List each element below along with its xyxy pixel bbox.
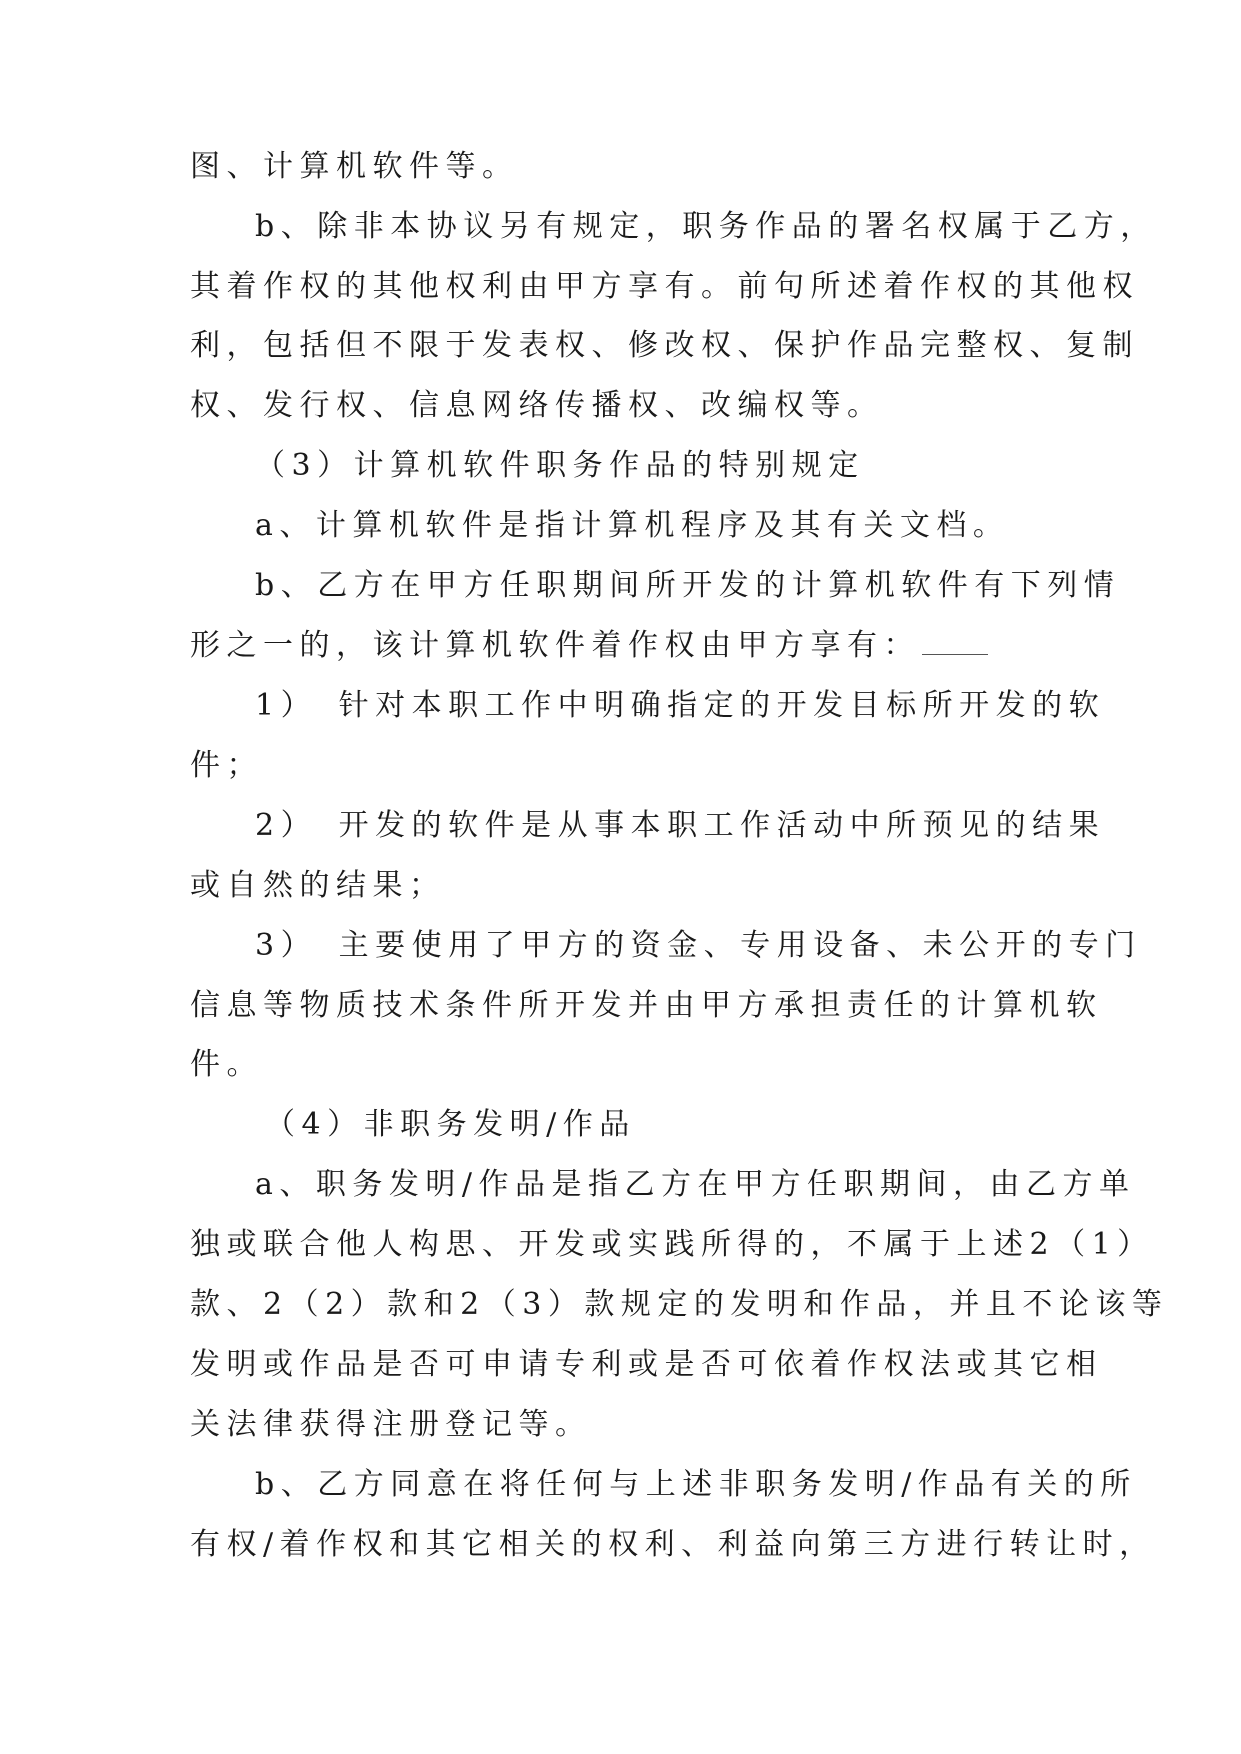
section-heading: （4）非职务发明/作品 <box>265 1107 636 1142</box>
text-line: 有权/着作权和其它相关的权利、利益向第三方进行转让时， <box>190 1527 1156 1562</box>
text-line: 权、发行权、信息网络传播权、改编权等。 <box>190 388 884 423</box>
text-line: b、除非本协议另有规定，职务作品的署名权属于乙方， <box>255 209 1157 244</box>
text-line: 件； <box>190 748 263 783</box>
fill-in-blank <box>922 632 988 655</box>
list-item: 1） 针对本职工作中明确指定的开发目标所开发的软 <box>255 688 1106 723</box>
text-line: a、职务发明/作品是指乙方在甲方任职期间，由乙方单 <box>255 1167 1136 1202</box>
text-line: 关法律获得注册登记等。 <box>190 1407 592 1442</box>
text-line-with-blank <box>190 626 988 666</box>
text-line: b、乙方同意在将任何与上述非职务发明/作品有关的所 <box>255 1467 1137 1502</box>
text-line: 或自然的结果； <box>190 868 446 903</box>
text-line: 发明或作品是否可申请专利或是否可依着作权法或其它相 <box>190 1347 1103 1382</box>
text-line: 其着作权的其他权利由甲方享有。前句所述着作权的其他权 <box>190 269 1139 304</box>
section-heading: （3）计算机软件职务作品的特别规定 <box>255 448 865 483</box>
text-line: 图、计算机软件等。 <box>190 149 519 184</box>
text-line: b、乙方在甲方任职期间所开发的计算机软件有下列情 <box>255 568 1121 603</box>
text-line: 利，包括但不限于发表权、修改权、保护作品完整权、复制 <box>190 328 1139 363</box>
text-line: 信息等物质技术条件所开发并由甲方承担责任的计算机软 <box>190 988 1103 1023</box>
text-line: 独或联合他人构思、开发或实践所得的，不属于上述2（1） <box>190 1227 1154 1262</box>
text-line: a、计算机软件是指计算机程序及其有关文档。 <box>255 508 1010 543</box>
text-segment: 形之一的，该计算机软件着作权由甲方享有： <box>190 628 920 663</box>
text-line: 款、2（2）款和2（3）款规定的发明和作品，并且不论该等 <box>190 1287 1169 1322</box>
text-line: 件。 <box>190 1047 263 1082</box>
list-item: 3） 主要使用了甲方的资金、专用设备、未公开的专门 <box>255 928 1142 963</box>
list-item: 2） 开发的软件是从事本职工作活动中所预见的结果 <box>255 808 1106 843</box>
